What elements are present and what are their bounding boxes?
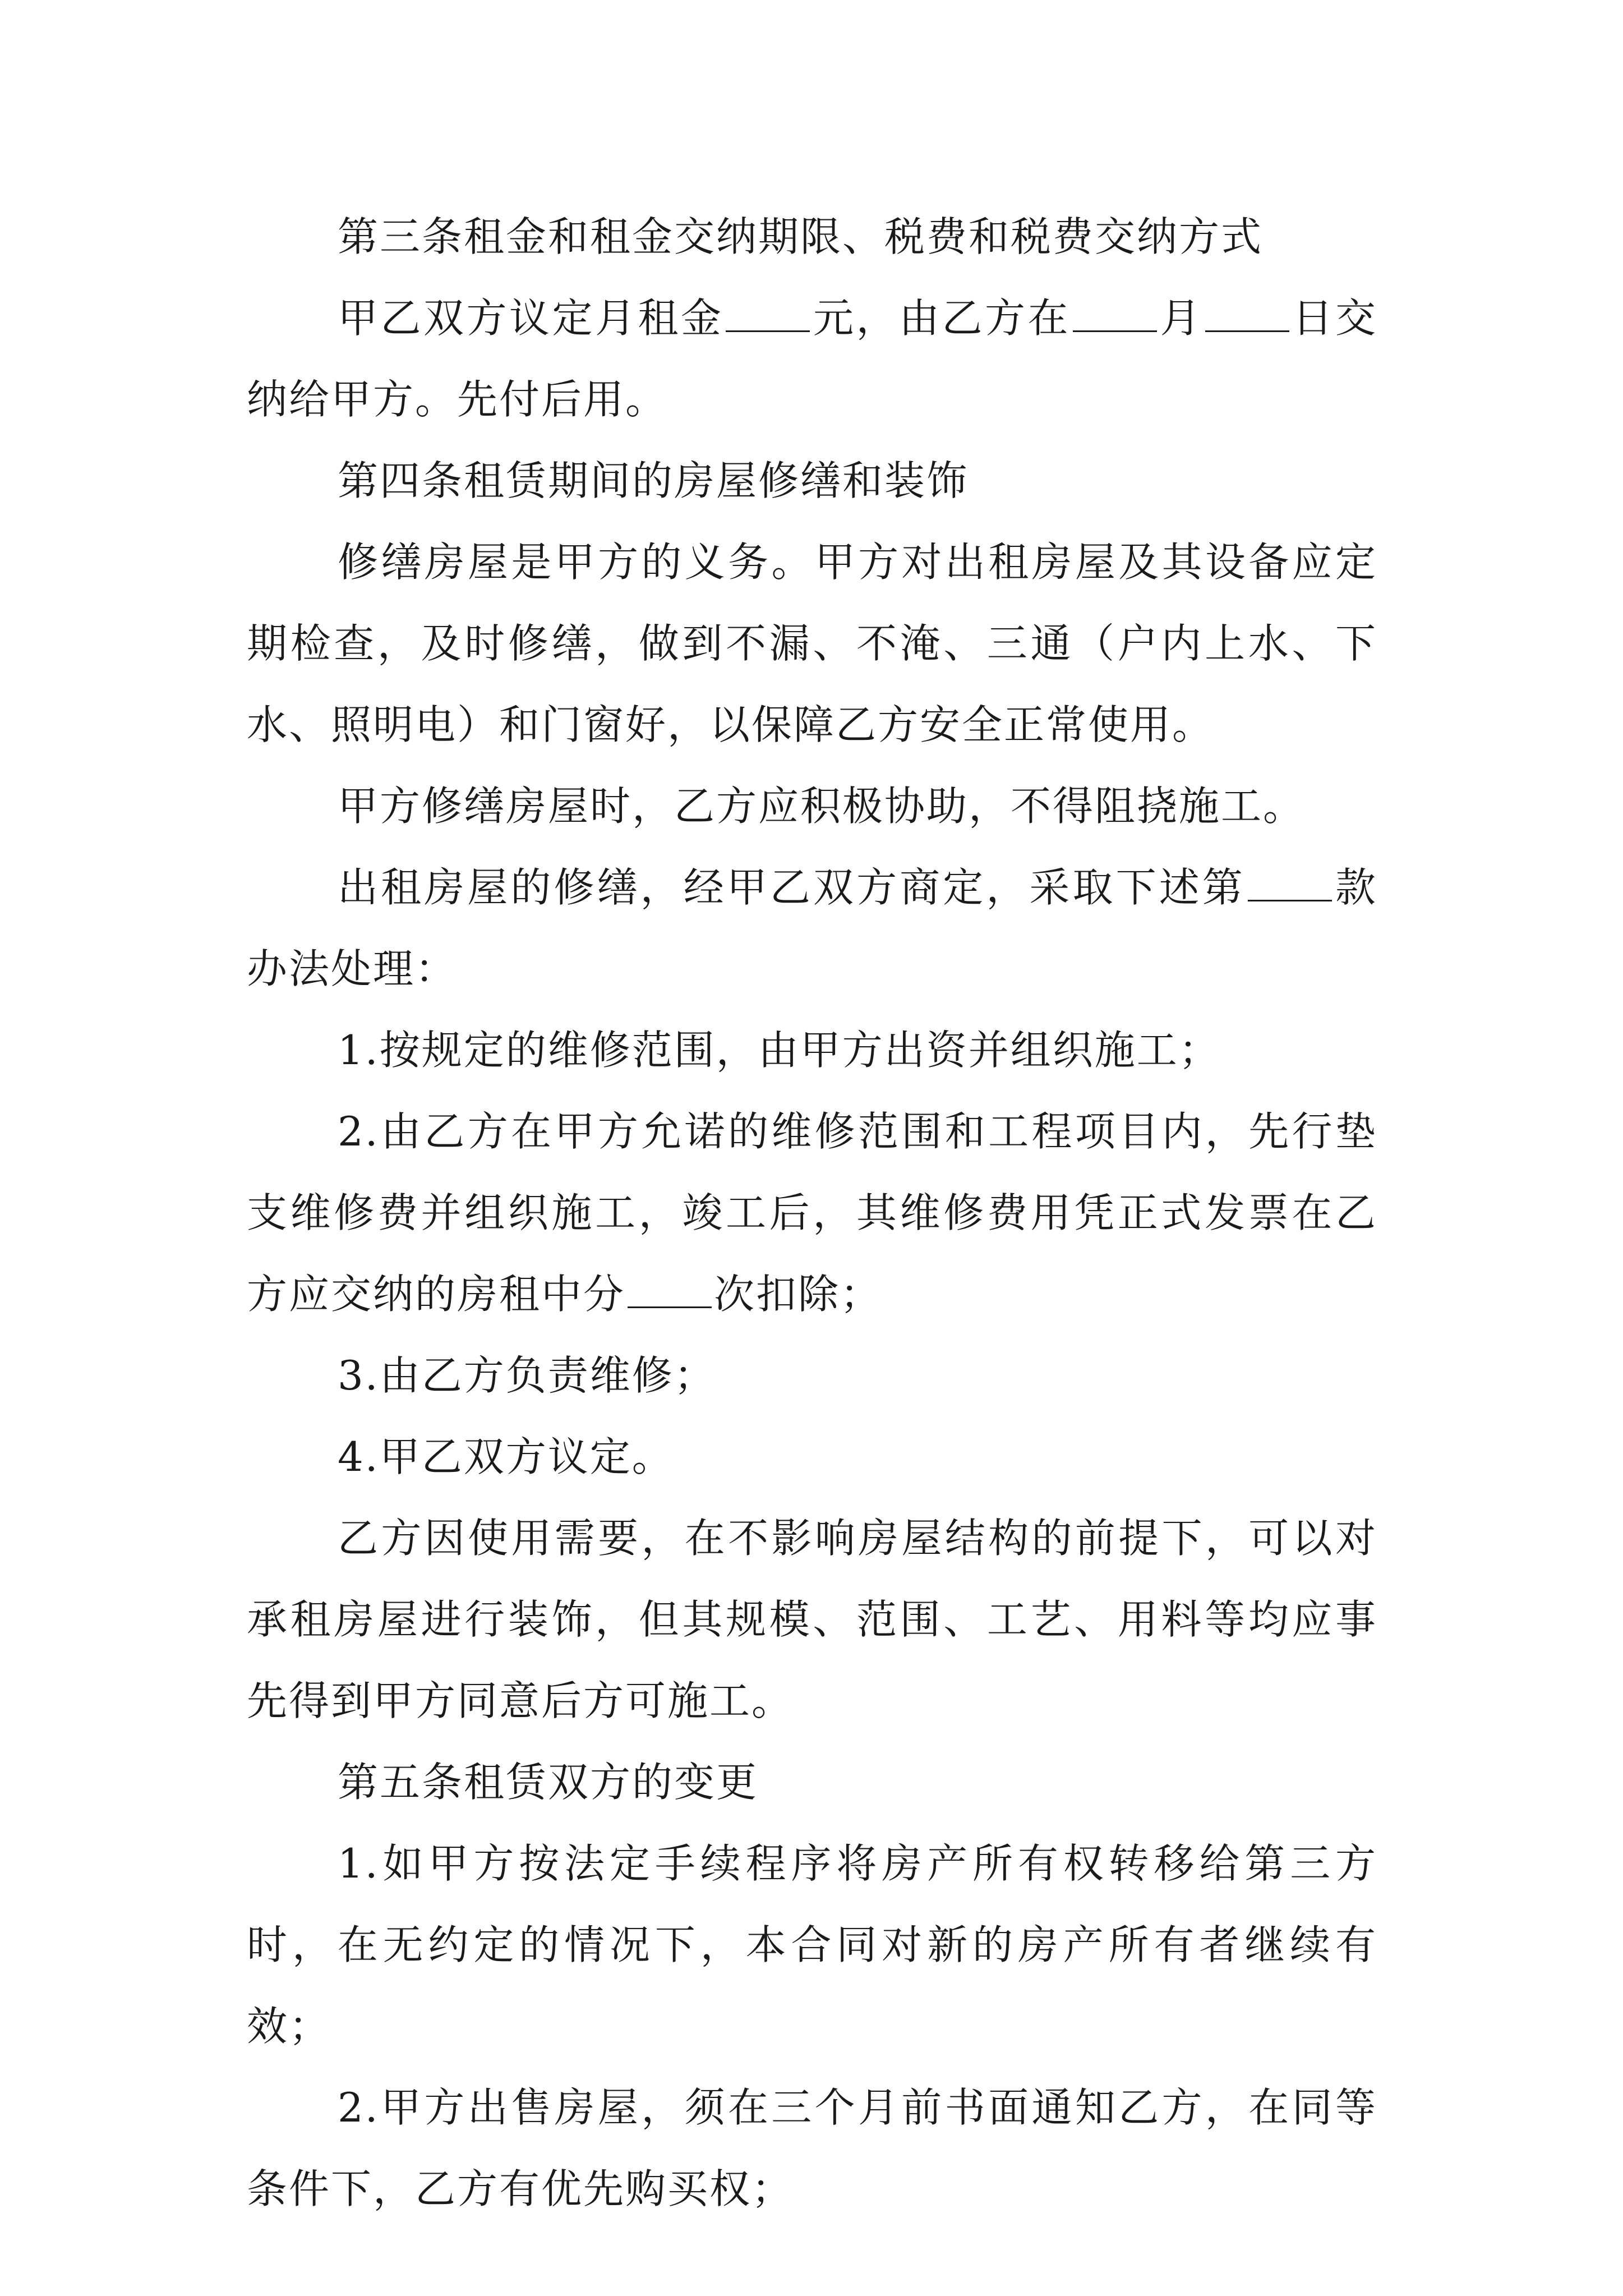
article-3-heading: 第三条租金和租金交纳期限、税费和税费交纳方式 <box>338 213 1264 260</box>
clause-number-blank <box>1248 866 1332 901</box>
repair-option-1: 1.按规定的维修范围，由甲方出资并组织施工； <box>338 1027 1221 1074</box>
document-page <box>247 196 1377 2230</box>
repair-option-3: 3.由乙方负责维修； <box>338 1352 716 1399</box>
repair-method-paragraph: 出租房屋的修缮，经甲乙双方商定，采取下述第 款办法处理： <box>247 864 1377 992</box>
change-clause-2: 2.甲方出售房屋，须在三个月前书面通知乙方，在同等条件下，乙方有优先购买权； <box>247 2084 1377 2212</box>
repair-assist-paragraph: 甲方修缮房屋时，乙方应积极协助，不得阻挠施工。 <box>338 783 1306 830</box>
decoration-paragraph: 乙方因使用需要，在不影响房屋结构的前提下，可以对承租房屋进行装饰，但其规模、范围、工艺、用料等均应事先得到甲方同意后方可施工。 <box>247 1515 1377 1724</box>
repair-option-2: 2.由乙方在甲方允诺的维修范围和工程项目内，先行垫支维修费并组织施工，竣工后，其维修费用凭正式发票在乙方应交纳的房租中分 次扣除； <box>247 1108 1377 1318</box>
day-blank <box>1205 297 1289 332</box>
repair-option-4: 4.甲乙双方议定。 <box>338 1433 674 1480</box>
change-clause-1: 1.如甲方按法定手续程序将房产所有权转移给第三方时，在无约定的情况下，本合同对新的房产所有者继续有效； <box>247 1840 1377 2050</box>
rent-amount-blank <box>726 297 810 332</box>
article-5-heading: 第五条租赁双方的变更 <box>338 1759 759 1806</box>
rent-amount-paragraph: 甲乙双方议定月租金 元，由乙方在 月 日交纳给甲方。先付后用。 <box>247 295 1377 423</box>
month-blank <box>1073 297 1157 332</box>
article-4-heading: 第四条租赁期间的房屋修缮和装饰 <box>338 457 969 504</box>
repair-duty-paragraph: 修缮房屋是甲方的义务。甲方对出租房屋及其设备应定期检查，及时修缮，做到不漏、不淹、三通（户内上水、下水、照明电）和门窗好，以保障乙方安全正常使用。 <box>247 539 1377 748</box>
deduction-times-blank <box>628 1273 712 1308</box>
